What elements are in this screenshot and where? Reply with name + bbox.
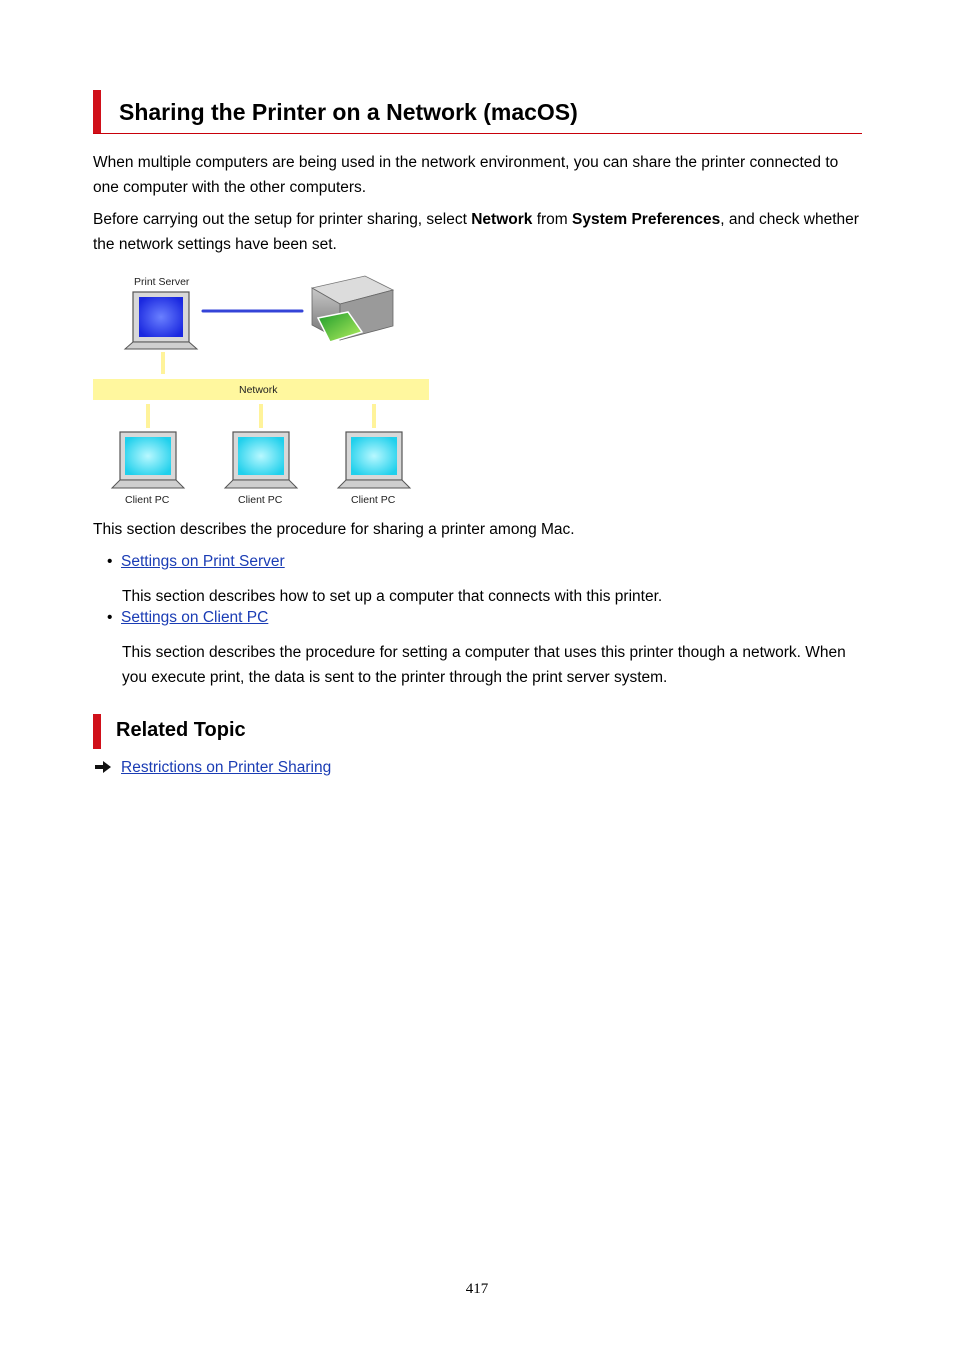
list-item-description: This section describes how to set up a computer that connects with this printer.: [122, 588, 663, 605]
page-number: 417: [465, 1281, 489, 1297]
client-pc-icon: [112, 432, 184, 488]
client-pc-icon: [225, 432, 297, 488]
setup-note-text: Before carrying out the setup for printer sharing, select: [93, 211, 472, 228]
related-link-item: [95, 759, 331, 777]
print-server-label: Print Server: [134, 276, 190, 288]
client-pc-label: Client PC: [351, 494, 396, 506]
network-diagram: [90, 270, 435, 510]
page-title: Sharing the Printer on a Network (macOS): [119, 99, 578, 125]
title-accent-bar: [93, 90, 101, 133]
list-item: [107, 553, 285, 571]
list-item: [107, 609, 268, 627]
related-topic-heading: Related Topic: [116, 719, 246, 741]
related-accent-bar: [93, 714, 101, 749]
printer-icon: [312, 276, 393, 342]
setup-note-text: from: [532, 211, 573, 228]
client-pc-label: Client PC: [125, 494, 170, 506]
bullet-icon: •: [107, 609, 113, 626]
client-pc-label: Client PC: [238, 494, 283, 506]
list-item-description: This section describes the procedure for setting a computer that uses this printer though a network. When you execute print, the data is sent to the printer through the print server system.: [122, 644, 846, 686]
page-title-block: [93, 90, 862, 134]
setup-note-network: Network: [471, 211, 533, 228]
client-pc-icon: [338, 432, 410, 488]
network-label: Network: [239, 384, 278, 396]
setup-note-system-preferences: System Preferences: [572, 211, 721, 228]
bullet-icon: •: [107, 553, 113, 570]
arrow-right-icon: [95, 761, 111, 773]
settings-print-server-link[interactable]: Settings on Print Server: [121, 553, 285, 570]
print-server-computer-icon: [125, 292, 197, 349]
description-paragraph: This section describes the procedure for sharing a printer among Mac.: [93, 521, 575, 538]
setup-note-paragraph: [93, 208, 863, 257]
settings-client-pc-link[interactable]: Settings on Client PC: [121, 609, 269, 626]
setup-note-text: , and check whether the network settings have been set.: [93, 211, 859, 253]
intro-paragraph: When multiple computers are being used in the network environment, you can share the printer connected to one computer with the other computers.: [93, 154, 839, 196]
restrictions-printer-sharing-link[interactable]: Restrictions on Printer Sharing: [121, 759, 332, 776]
